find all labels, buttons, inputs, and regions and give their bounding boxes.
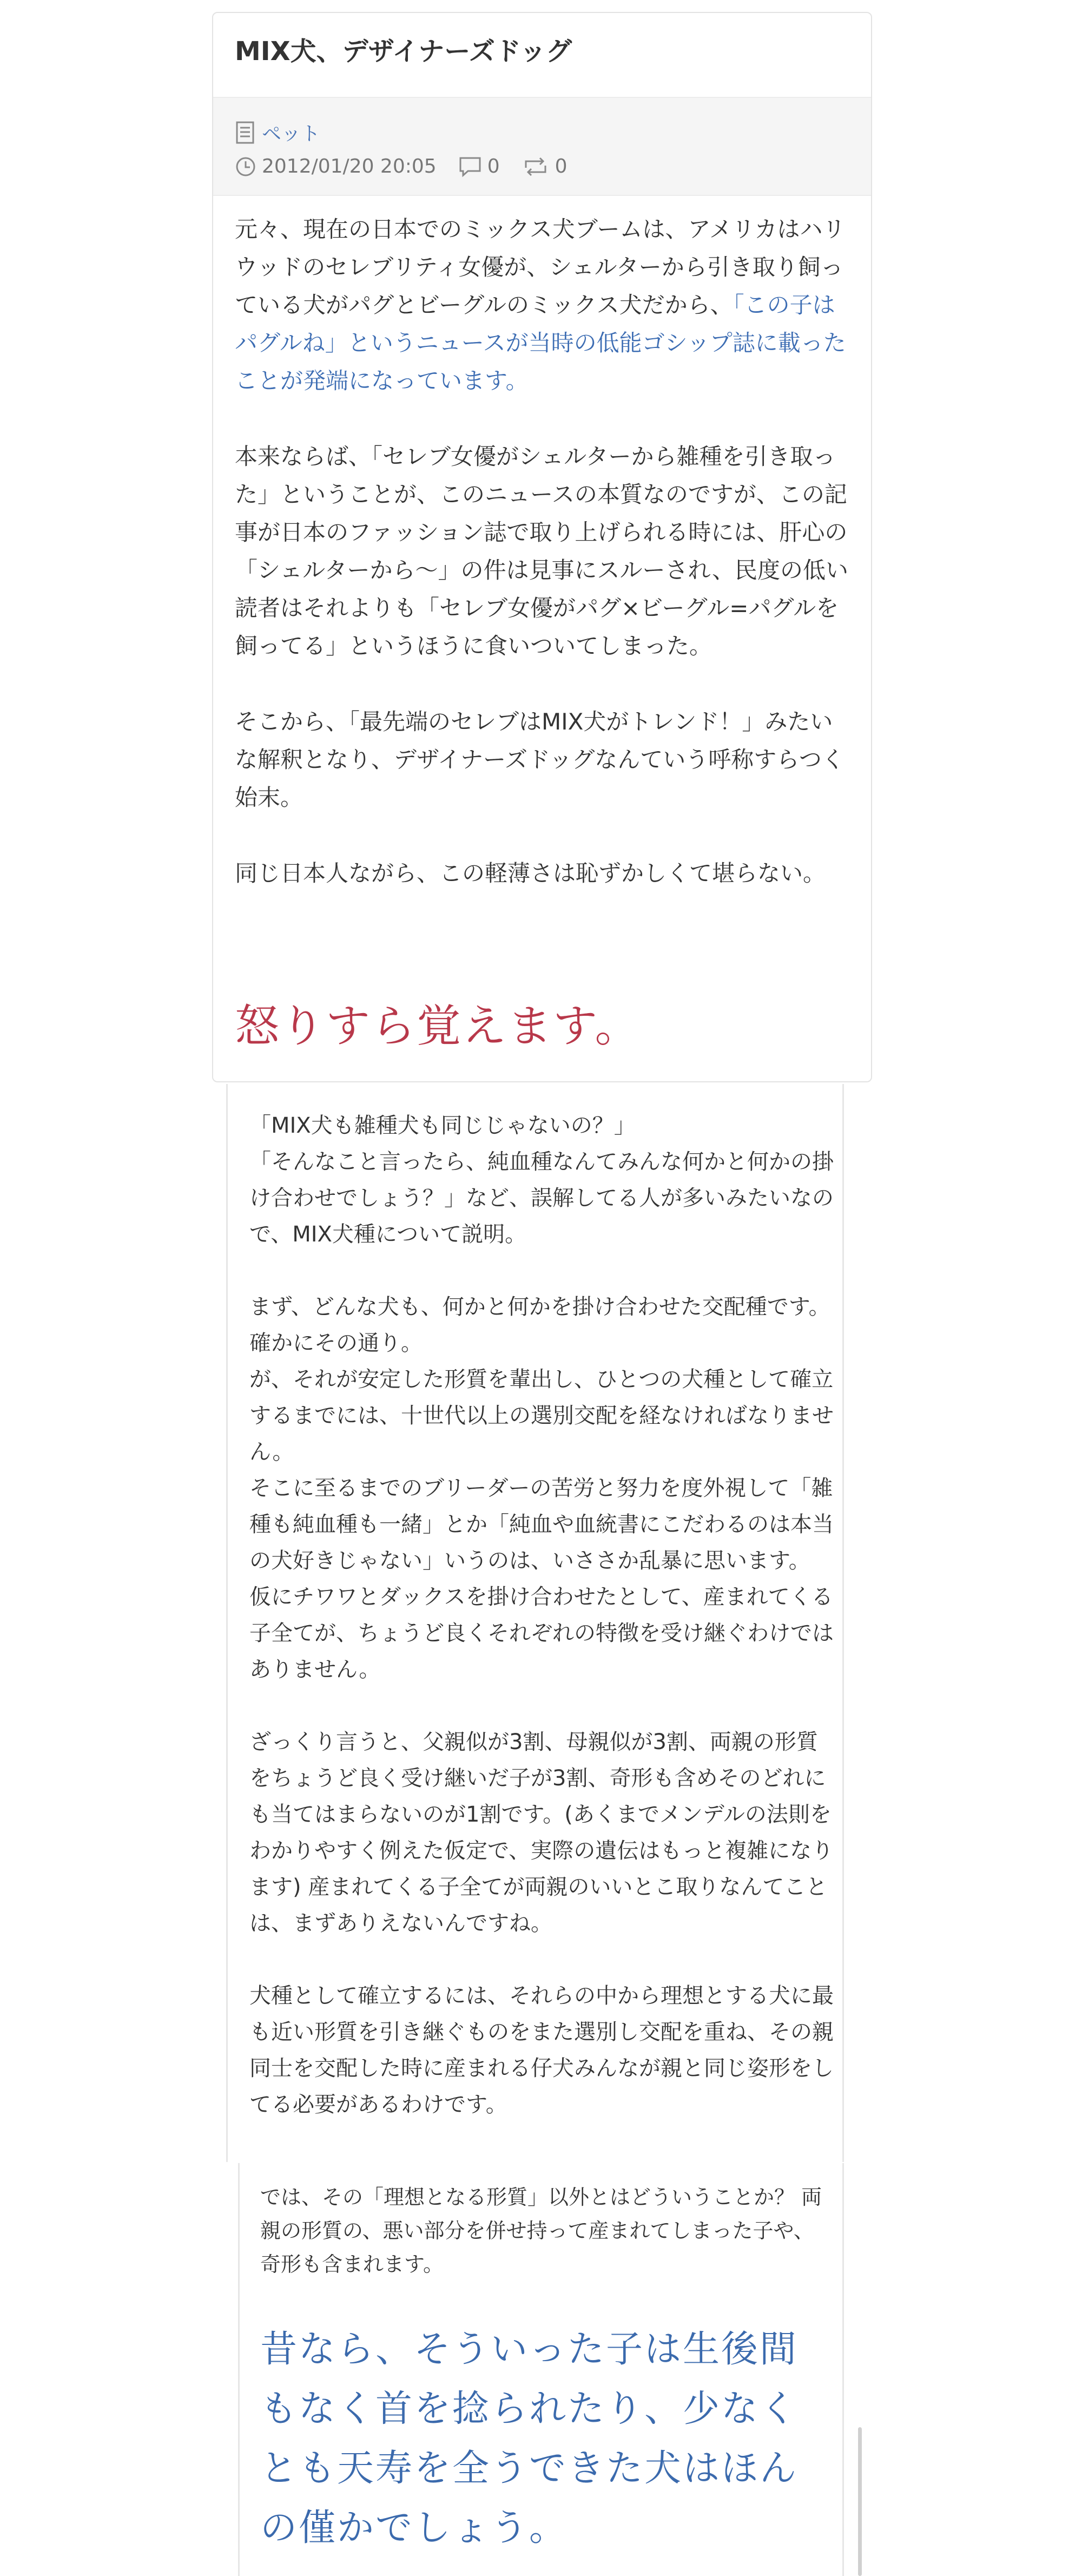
quote2-paragraph-1: では、その「理想となる形質」以外とはどういうことか？ 両親の形質の、悪い部分を併せ持って産まれてしまった子や、奇形も含まれます。	[260, 2185, 822, 2276]
quote-block-2	[238, 2163, 844, 2576]
quote1-paragraph-3: ざっくり言うと、父親似が3割、母親似が3割、両親の形質をちょうど良く受け継いだ子が3割、奇形も含めそのどれにも当てはまらないのが1割です。(あくまでメンデルの法則をわかりやすく例えた仮定で、実際の遺伝はもっと複雑になります) 産まれてくる子全てが両親のいいとこ取りなんてことは、まずありえないんですね。	[249, 1730, 834, 1936]
reblogs-count[interactable]	[522, 155, 568, 178]
quote1-paragraph-1: 「MIX犬も雑種犬も同じじゃないの？」 「そんなこと言ったら、純血種なんてみんな何かと何かの掛け合わせでしょう？」など、誤解してる人が多いみたいなので、MIX犬種について説明。	[249, 1113, 834, 1247]
quote1-paragraph-4: 犬種として確立するには、それらの中から理想とする犬に最も近い形質を引き継ぐものをまた選別し交配を重ね、その親同士を交配した時に産まれる仔犬みんなが親と同じ姿形をしてる必要があるわけです。	[249, 1983, 834, 2117]
category-link[interactable]: ペット	[262, 123, 321, 145]
post-meta	[213, 97, 871, 196]
body-paragraph-1-highlight: 「この子はパグルね」というニュースが当時の低能ゴシップ誌に載ったことが発端になっています。	[235, 292, 846, 394]
post-date	[235, 155, 437, 178]
clock-icon	[235, 156, 256, 178]
angry-heading: 怒りすら覚えます。	[235, 1001, 641, 1052]
reblogs-count-text: 0	[555, 155, 568, 178]
repost-icon	[522, 156, 550, 178]
quote1-paragraph-2: まず、どんな犬も、何かと何かを掛け合わせた交配種です。確かにその通り。 が、それが安定した形質を輩出し、ひとつの犬種として確立するまでには、十世代以上の選別交配を経なければなりません。 そこに至るまでのブリーダーの苦労と努力を度外視して「雑種も純血種も一緒」とか「純血や血統書にこだわるのは本当の犬好きじゃない」いうのは、いささか乱暴に思います。 仮にチワワとダックスを掛け合わせたとして、産まれてくる子全てが、ちょうど良くそれぞれの特徴を受け継ぐわけではありません。	[249, 1294, 834, 1682]
body-paragraph-2: 本来ならば、「セレブ女優がシェルターから雑種を引き取った」ということが、このニュースの本質なのですが、この記事が日本のファッション誌で取り上げられる時には、肝心の「シェルターから〜」の件は見事にスルーされ、民度の低い読者はそれよりも「セレブ女優がパグ×ビーグル=パグルを飼ってる」というほうに食いついてしまった。	[235, 443, 849, 659]
meta-info-row	[235, 155, 589, 178]
post-title: MIX犬、デザイナーズドッグ	[235, 36, 572, 67]
body-paragraph-3: そこから、「最先端のセレブはMIX犬がトレンド！」みたいな解釈となり、デザイナーズドッグなんていう呼称すらつく始末。	[235, 708, 845, 811]
quote-block-1-text	[249, 1108, 834, 2159]
scrollbar-thumb[interactable]	[858, 2427, 862, 2576]
body-paragraph-4: 同じ日本人ながら、この軽薄さは恥ずかしくて堪らない。	[235, 860, 826, 886]
date-text: 2012/01/20 20:05	[262, 155, 437, 178]
document-icon	[235, 121, 256, 144]
post-card	[212, 12, 872, 1082]
body-paragraph-1-text: 元々、現在の日本でのミックス犬ブームは、アメリカはハリウッドのセレブリティ女優が、シェルターから引き取り飼っている犬がパグとビーグルのミックス犬だから、	[235, 216, 846, 318]
body-paragraph-1	[235, 211, 852, 400]
speech-bubble-icon	[458, 156, 482, 178]
post-body	[235, 211, 852, 930]
comments-count[interactable]	[458, 155, 500, 178]
quote-block-1	[226, 1084, 844, 2162]
comments-count-text: 0	[487, 155, 500, 178]
meta-category-row	[235, 119, 320, 146]
quote2-big-blue-text: 昔なら、そういった子は生後間もなく首を捻られたり、少なくとも天寿を全うできた犬はほんの僅かでしょう。	[260, 2328, 799, 2549]
